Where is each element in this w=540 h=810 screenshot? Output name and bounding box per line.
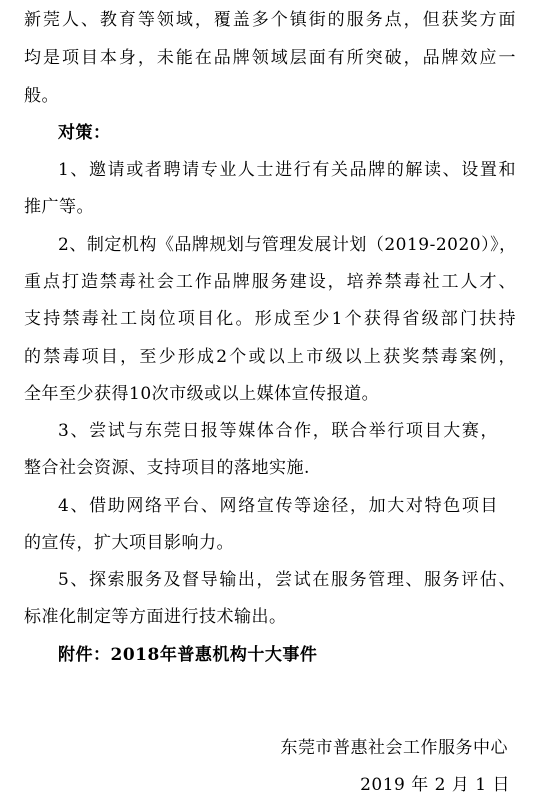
list-item-5: 5、探索服务及督导输出，尝试在服务管理、服务评估、 <box>58 570 516 590</box>
signature-date: 2019 年 2 月 1 日 <box>360 775 510 795</box>
list-item-5-cont: 标准化制定等方面进行技术输出。 <box>24 607 287 627</box>
list-item-3: 3、尝试与东莞日报等媒体合作，联合举行项目大赛， <box>58 421 498 441</box>
list-item-3-cont: 整合社会资源、支持项目的落地实施. <box>24 458 310 478</box>
list-item-1-cont: 推广等。 <box>24 197 94 217</box>
list-item-2-cont: 全年至少获得10次市级或以上媒体宣传报道。 <box>24 384 380 404</box>
list-item-4: 4、借助网络平台、网络宣传等途径，加大对特色项目 <box>58 496 498 516</box>
paragraph-line: 般。 <box>24 86 59 106</box>
section-heading-countermeasures: 对策： <box>58 123 111 143</box>
attachment-line: 附件：2018年普惠机构十大事件 <box>58 645 318 665</box>
paragraph-line: 均是项目本身，未能在品牌领域层面有所突破，品牌效应一 <box>24 48 516 68</box>
list-item-1: 1、邀请或者聘请专业人士进行有关品牌的解读、设置和 <box>58 160 516 180</box>
signature-org: 东莞市普惠社会工作服务中心 <box>280 738 508 758</box>
list-item-2: 2、制定机构《品牌规划与管理发展计划（2019-2020）》， <box>58 235 517 255</box>
list-item-2-cont: 重点打造禁毒社会工作品牌服务建设，培养禁毒社工人才、 <box>24 272 516 292</box>
list-item-2-cont: 的禁毒项目，至少形成2个或以上市级以上获奖禁毒案例， <box>24 347 516 367</box>
list-item-2-cont: 支持禁毒社工岗位项目化。形成至少1个获得省级部门扶持 <box>24 309 516 329</box>
list-item-4-cont: 的宣传，扩大项目影响力。 <box>24 533 234 553</box>
paragraph-line: 新莞人、教育等领域，覆盖多个镇街的服务点，但获奖方面 <box>24 10 516 30</box>
